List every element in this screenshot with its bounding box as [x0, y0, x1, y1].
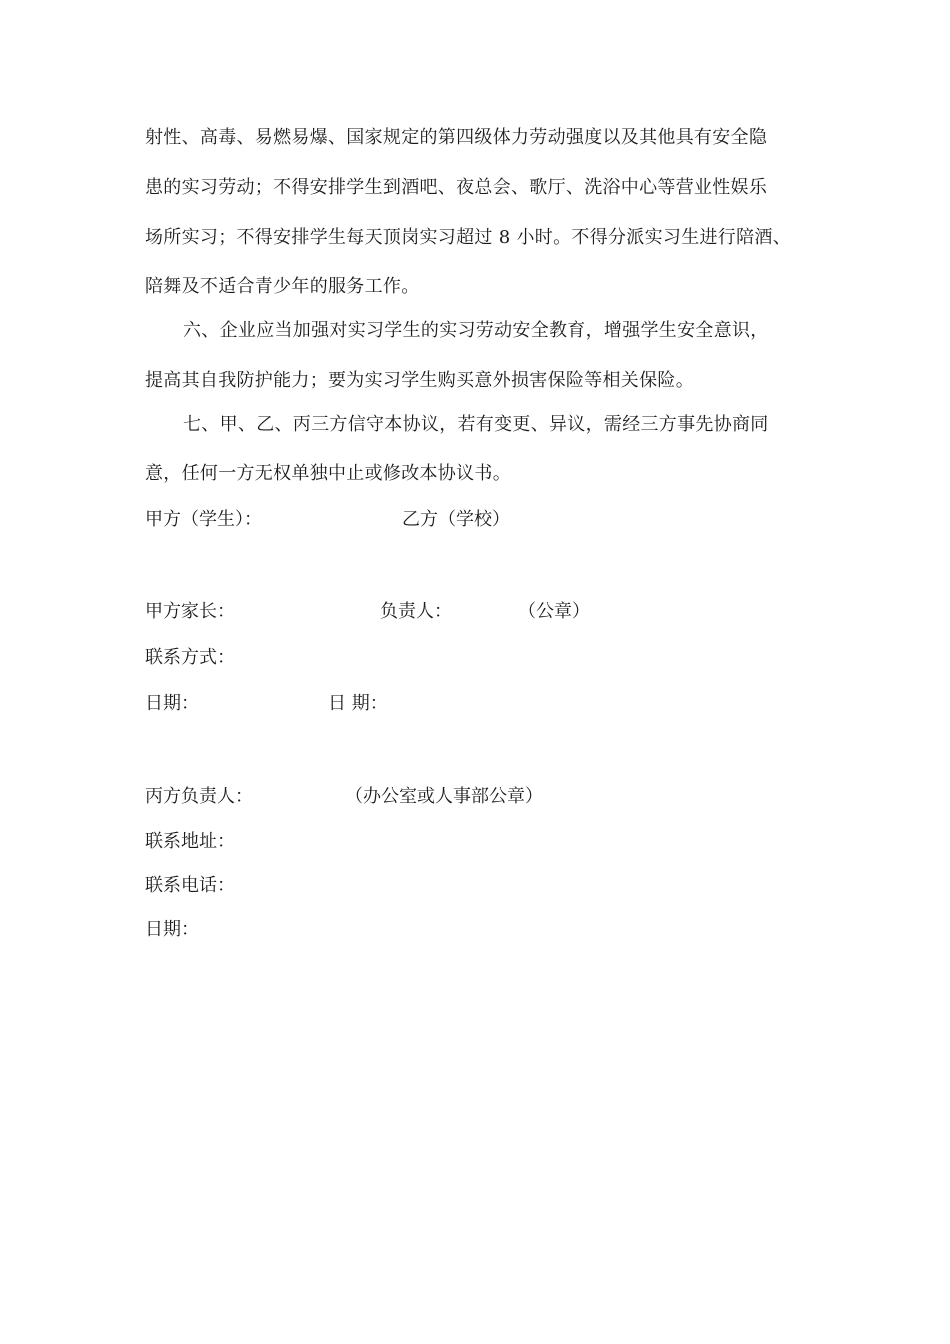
party-a-parent-label: 甲方家长：	[145, 601, 235, 622]
party-a-label: 甲方（学生）：	[145, 509, 262, 530]
paragraph-line: 六、企业应当加强对实习学生的实习劳动安全教育，增强学生安全意识，	[183, 320, 769, 341]
paragraph-line: 场所实习；不得安排学生每天顶岗实习超过 8 小时。不得分派实习生进行陪酒、	[145, 227, 791, 248]
responsible-person-label: 负责人：	[380, 601, 452, 622]
party-c-seal-label: （办公室或人事部公章）	[345, 786, 543, 807]
paragraph-line: 患的实习劳动；不得安排学生到酒吧、夜总会、歌厅、洗浴中心等营业性娱乐	[145, 177, 768, 198]
date-b-label: 日 期：	[328, 693, 388, 714]
paragraph-line: 陪舞及不适合青少年的服务工作。	[145, 276, 420, 297]
paragraph-line: 射性、高毒、易燃易爆、国家规定的第四级体力劳动强度以及其他具有安全隐	[145, 127, 768, 148]
seal-label: （公章）	[518, 601, 590, 622]
paragraph-line: 意，任何一方无权单独中止或修改本协议书。	[145, 463, 511, 484]
party-c-label: 丙方负责人：	[145, 786, 253, 807]
paragraph-line: 提高其自我防护能力；要为实习学生购买意外损害保险等相关保险。	[145, 370, 694, 391]
contact-label: 联系方式：	[145, 647, 235, 668]
date-c-label: 日期：	[145, 919, 199, 940]
date-a-label: 日期：	[145, 693, 199, 714]
paragraph-line: 七、甲、乙、丙三方信守本协议，若有变更、异议，需经三方事先协商同	[183, 414, 769, 435]
address-label: 联系地址：	[145, 831, 235, 852]
party-b-label: 乙方（学校）	[402, 509, 510, 530]
phone-label: 联系电话：	[145, 875, 235, 896]
